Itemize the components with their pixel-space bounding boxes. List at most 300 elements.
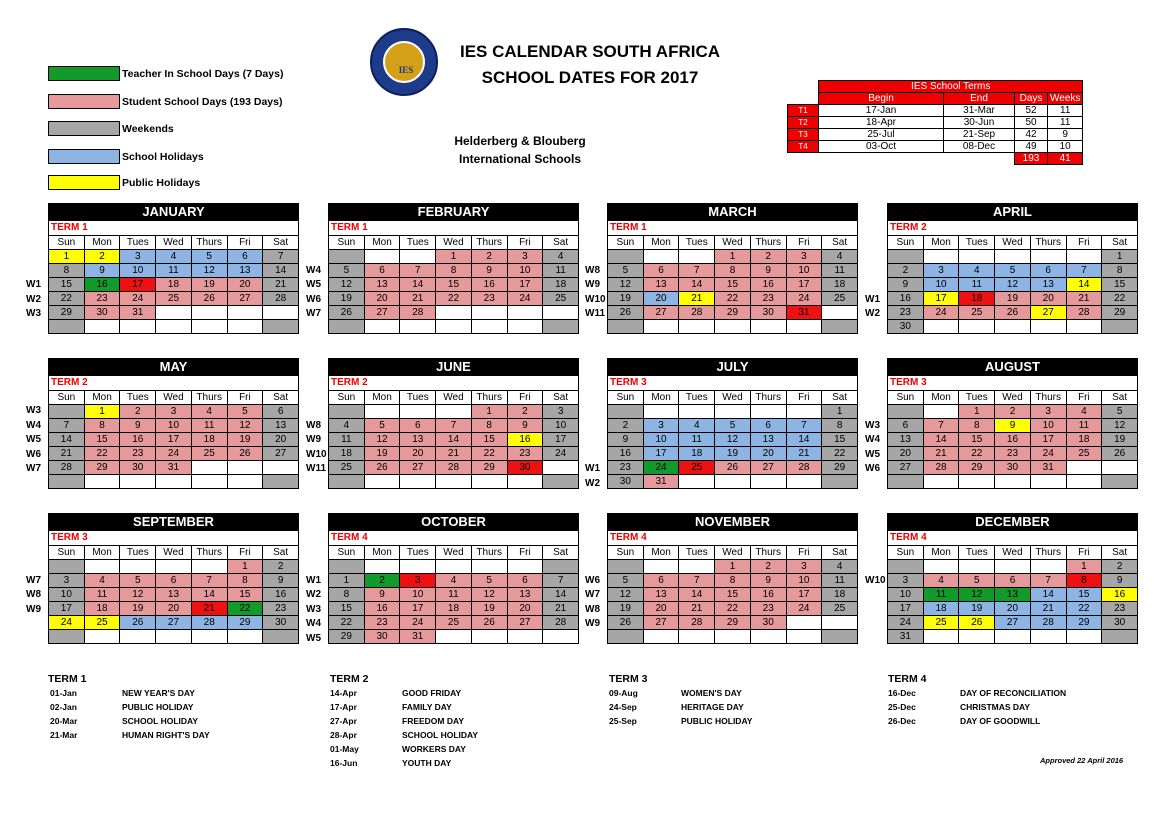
day-name-header: Tues [400,236,436,250]
day-cell: 26 [120,616,156,630]
day-cell [1031,320,1067,334]
day-cell [1031,475,1067,489]
day-cell [644,560,680,574]
day-name-header: Fri [1067,391,1103,405]
day-cell [1031,630,1067,644]
day-name-header: Sat [822,391,858,405]
day-cell: 3 [156,405,192,419]
holiday-name: FREEDOM DAY [402,716,465,726]
week-label: W10 [865,574,886,586]
day-cell [472,560,508,574]
month-title: NOVEMBER [607,513,858,531]
day-cell [959,560,995,574]
day-cell: 13 [400,433,436,447]
term-begin: 18-Apr [819,117,944,129]
day-cell: 25 [1067,447,1103,461]
day-cell: 3 [888,574,924,588]
day-cell: 24 [1031,447,1067,461]
day-name-header: Tues [120,236,156,250]
day-cell: 5 [608,264,644,278]
holiday-date: 25-Dec [888,702,916,712]
day-grid [887,545,1138,644]
day-cell [1067,320,1103,334]
day-name-header: Fri [1067,546,1103,560]
month-title: OCTOBER [328,513,579,531]
day-name-header: Tues [679,391,715,405]
day-cell: 12 [995,278,1031,292]
term-weeks: 10 [1048,141,1083,153]
day-cell: 21 [924,447,960,461]
day-grid [607,545,858,644]
holiday-name: YOUTH DAY [402,758,452,768]
day-name-header: Thurs [192,546,228,560]
day-cell: 1 [228,560,264,574]
day-cell: 4 [85,574,121,588]
day-cell: 3 [543,405,579,419]
day-cell: 14 [543,588,579,602]
day-cell: 22 [1102,292,1138,306]
day-cell: 10 [156,419,192,433]
day-cell: 31 [644,475,680,489]
week-label: W3 [306,603,321,615]
holiday-date: 01-Jan [50,688,77,698]
day-cell: 6 [644,264,680,278]
day-cell: 12 [1102,419,1138,433]
day-cell: 3 [787,250,823,264]
day-cell [608,250,644,264]
day-name-header: Wed [436,391,472,405]
day-cell: 25 [329,461,365,475]
day-cell: 3 [400,574,436,588]
day-cell: 18 [192,433,228,447]
term-days: 49 [1015,141,1048,153]
day-cell: 28 [679,616,715,630]
day-cell: 27 [888,461,924,475]
holiday-date: 26-Dec [888,716,916,726]
day-cell: 12 [365,433,401,447]
day-cell: 8 [822,419,858,433]
term-begin: 25-Jul [819,129,944,141]
day-name-header: Mon [644,236,680,250]
terms-row-t2 [788,117,1083,129]
day-cell: 6 [644,574,680,588]
day-cell: 6 [263,405,299,419]
day-cell: 26 [1102,447,1138,461]
day-cell [263,630,299,644]
day-cell: 15 [715,278,751,292]
day-cell: 30 [120,461,156,475]
month-title: JUNE [328,358,579,376]
week-label: W7 [306,308,321,320]
legend-label-student-days: Student School Days (193 Days) [122,96,283,108]
month-april [887,203,1138,334]
week-label: W1 [306,574,321,586]
day-cell [608,560,644,574]
day-cell [228,630,264,644]
day-cell: 19 [995,292,1031,306]
day-name-header: Thurs [192,236,228,250]
terms-total-weeks: 41 [1048,153,1083,165]
day-cell: 8 [715,574,751,588]
day-name-header: Wed [715,546,751,560]
day-name-header: Tues [400,391,436,405]
day-cell: 27 [508,616,544,630]
day-cell [472,320,508,334]
day-cell: 6 [751,419,787,433]
holiday-term-heading: TERM 3 [609,673,648,685]
day-name-header: Fri [228,546,264,560]
day-cell: 22 [436,292,472,306]
day-cell: 3 [924,264,960,278]
day-cell: 19 [1102,433,1138,447]
day-cell [543,560,579,574]
day-cell: 16 [85,278,121,292]
day-name-header: Fri [508,391,544,405]
day-cell [1102,475,1138,489]
day-name-header: Tues [959,236,995,250]
day-cell [751,405,787,419]
day-cell: 11 [959,278,995,292]
day-name-header: Mon [924,391,960,405]
day-name-header: Fri [787,546,823,560]
month-term-label: TERM 4 [328,531,579,545]
day-name-header: Sun [329,546,365,560]
day-name-header: Mon [365,391,401,405]
month-may [48,358,299,489]
holiday-date: 25-Sep [609,716,637,726]
day-cell: 17 [787,588,823,602]
day-name-header: Sun [888,391,924,405]
day-cell: 15 [329,602,365,616]
day-grid [48,390,299,489]
day-cell: 30 [888,320,924,334]
day-cell [543,320,579,334]
week-label: W1 [585,463,600,475]
month-term-label: TERM 1 [48,221,299,235]
day-cell: 13 [1031,278,1067,292]
day-cell [365,250,401,264]
month-term-label: TERM 1 [328,221,579,235]
day-cell [472,475,508,489]
day-name-header: Sun [329,236,365,250]
day-cell: 28 [1067,306,1103,320]
holiday-name: NEW YEAR'S DAY [122,688,195,698]
day-cell: 26 [959,616,995,630]
day-cell: 8 [1067,574,1103,588]
day-cell: 1 [1067,560,1103,574]
day-cell [192,630,228,644]
day-cell [156,630,192,644]
day-cell: 29 [1067,616,1103,630]
day-cell: 19 [329,292,365,306]
week-label: W10 [585,293,606,305]
day-cell [400,320,436,334]
page-subtitle: SCHOOL DATES FOR 2017 [481,68,699,87]
day-cell: 21 [543,602,579,616]
holiday-name: FAMILY DAY [402,702,452,712]
week-label: W2 [865,308,880,320]
day-cell: 2 [472,250,508,264]
day-cell: 22 [715,292,751,306]
day-cell: 23 [120,447,156,461]
day-cell [85,475,121,489]
holiday-name: SCHOOL HOLIDAY [402,730,479,740]
day-cell: 29 [959,461,995,475]
day-cell: 30 [508,461,544,475]
holiday-date: 16-Dec [888,688,916,698]
legend-swatch-teacher-days [48,66,120,81]
day-cell: 2 [85,250,121,264]
day-cell: 27 [644,616,680,630]
term-end: 21-Sep [944,129,1015,141]
day-name-header: Mon [644,546,680,560]
holiday-name: DAY OF GOODWILL [960,716,1041,726]
day-cell [888,405,924,419]
day-cell: 30 [1102,616,1138,630]
month-september [48,513,299,644]
day-cell [263,461,299,475]
day-cell [995,475,1031,489]
day-cell: 25 [822,602,858,616]
day-cell: 16 [995,433,1031,447]
legend-swatch-weekends [48,121,120,136]
day-cell: 31 [400,630,436,644]
day-cell: 15 [49,278,85,292]
day-name-header: Sun [888,546,924,560]
day-cell [715,475,751,489]
day-cell [644,250,680,264]
day-cell: 1 [472,405,508,419]
day-cell: 14 [679,588,715,602]
day-cell: 10 [543,419,579,433]
week-label: W6 [585,574,600,586]
day-cell: 10 [400,588,436,602]
term-label: T3 [788,129,819,141]
day-cell: 14 [787,433,823,447]
day-cell: 19 [472,602,508,616]
day-cell [959,630,995,644]
day-name-header: Mon [85,391,121,405]
day-cell: 10 [1031,419,1067,433]
day-cell [329,250,365,264]
day-cell [329,560,365,574]
month-title: AUGUST [887,358,1138,376]
day-cell: 12 [715,433,751,447]
day-cell: 5 [995,264,1031,278]
term-begin: 17-Jan [819,105,944,117]
day-cell: 14 [192,588,228,602]
term-end: 31-Mar [944,105,1015,117]
day-cell: 27 [400,461,436,475]
day-cell [49,475,85,489]
day-cell: 4 [192,405,228,419]
day-name-header: Mon [85,236,121,250]
day-name-header: Sat [1102,391,1138,405]
day-cell [508,560,544,574]
day-name-header: Wed [995,236,1031,250]
day-cell [959,475,995,489]
day-cell [787,630,823,644]
holiday-date: 01-May [330,744,359,754]
day-cell: 24 [644,461,680,475]
week-label: W1 [26,279,41,291]
month-march [607,203,858,334]
day-cell: 6 [508,574,544,588]
day-cell: 19 [959,602,995,616]
day-cell: 6 [156,574,192,588]
month-term-label: TERM 2 [887,221,1138,235]
day-cell: 7 [787,419,823,433]
day-cell: 13 [365,278,401,292]
day-cell [365,560,401,574]
day-cell [822,320,858,334]
day-cell: 5 [715,419,751,433]
day-cell [924,320,960,334]
day-cell: 28 [400,306,436,320]
week-label: W5 [865,448,880,460]
day-name-header: Fri [787,236,823,250]
day-cell: 5 [192,250,228,264]
day-cell: 22 [228,602,264,616]
week-label: W9 [585,279,600,291]
day-cell: 18 [822,278,858,292]
holiday-date: 09-Aug [609,688,638,698]
holiday-name: HUMAN RIGHT'S DAY [122,730,210,740]
day-cell [822,630,858,644]
holiday-date: 24-Sep [609,702,637,712]
day-cell: 15 [822,433,858,447]
day-grid [48,235,299,334]
day-cell: 22 [715,602,751,616]
day-cell: 7 [1031,574,1067,588]
terms-total-days: 193 [1015,153,1048,165]
day-name-header: Wed [995,391,1031,405]
day-cell: 4 [1067,405,1103,419]
day-cell [120,475,156,489]
holiday-date: 17-Apr [330,702,357,712]
day-cell: 17 [888,602,924,616]
day-cell: 31 [1031,461,1067,475]
day-cell: 7 [400,264,436,278]
day-cell [156,560,192,574]
day-cell: 7 [49,419,85,433]
day-cell: 25 [156,292,192,306]
day-cell: 6 [995,574,1031,588]
day-grid [887,235,1138,334]
holiday-name: WOMEN'S DAY [681,688,742,698]
terms-header-begin: Begin [819,93,944,105]
day-cell: 9 [608,433,644,447]
day-cell: 2 [508,405,544,419]
week-label: W8 [26,589,41,601]
day-cell: 14 [400,278,436,292]
day-cell: 9 [120,419,156,433]
day-cell: 16 [751,278,787,292]
day-cell: 28 [263,292,299,306]
day-cell [888,250,924,264]
month-november [607,513,858,644]
day-cell: 20 [644,292,680,306]
day-cell [924,560,960,574]
day-cell: 8 [85,419,121,433]
day-cell: 29 [85,461,121,475]
approved-note: Approved 22 April 2016 [1040,756,1124,765]
day-cell: 6 [365,264,401,278]
week-label: W9 [585,618,600,630]
term-label: T1 [788,105,819,117]
day-cell: 2 [608,419,644,433]
day-cell: 18 [959,292,995,306]
day-cell: 11 [543,264,579,278]
day-cell: 30 [263,616,299,630]
day-cell: 22 [1067,602,1103,616]
terms-row-t1 [788,105,1083,117]
holiday-term-heading: TERM 2 [330,673,369,685]
day-cell [400,250,436,264]
day-cell: 28 [924,461,960,475]
week-label: W7 [26,574,41,586]
day-cell: 9 [1102,574,1138,588]
day-cell: 3 [787,560,823,574]
day-cell: 30 [751,306,787,320]
day-name-header: Sun [49,236,85,250]
day-cell: 21 [787,447,823,461]
day-cell: 29 [1102,306,1138,320]
month-october [328,513,579,644]
month-august [887,358,1138,489]
week-label: W8 [306,419,321,431]
legend-label-school-holidays: School Holidays [122,151,204,163]
day-cell: 22 [329,616,365,630]
day-cell [436,306,472,320]
day-cell [228,320,264,334]
legend-label-public-holidays: Public Holidays [122,177,201,189]
day-cell [1031,560,1067,574]
day-cell [228,306,264,320]
day-cell: 31 [156,461,192,475]
day-cell [644,630,680,644]
day-cell [472,306,508,320]
day-cell: 17 [1031,433,1067,447]
term-weeks: 9 [1048,129,1083,141]
day-cell: 30 [365,630,401,644]
holiday-date: 27-Apr [330,716,357,726]
day-cell: 19 [715,447,751,461]
day-cell: 13 [644,588,680,602]
day-cell: 23 [608,461,644,475]
day-cell: 22 [472,447,508,461]
day-cell [715,630,751,644]
day-cell: 21 [192,602,228,616]
day-name-header: Sat [543,236,579,250]
day-cell: 2 [751,250,787,264]
day-cell: 10 [888,588,924,602]
day-cell: 30 [751,616,787,630]
day-cell: 1 [715,250,751,264]
day-cell: 13 [508,588,544,602]
day-cell: 10 [508,264,544,278]
day-cell: 22 [959,447,995,461]
day-cell: 7 [679,264,715,278]
day-cell: 15 [959,433,995,447]
day-cell: 23 [751,602,787,616]
day-cell: 31 [120,306,156,320]
day-name-header: Mon [365,546,401,560]
holiday-name: GOOD FRIDAY [402,688,462,698]
day-cell: 14 [436,433,472,447]
day-cell: 8 [329,588,365,602]
month-title: FEBRUARY [328,203,579,221]
